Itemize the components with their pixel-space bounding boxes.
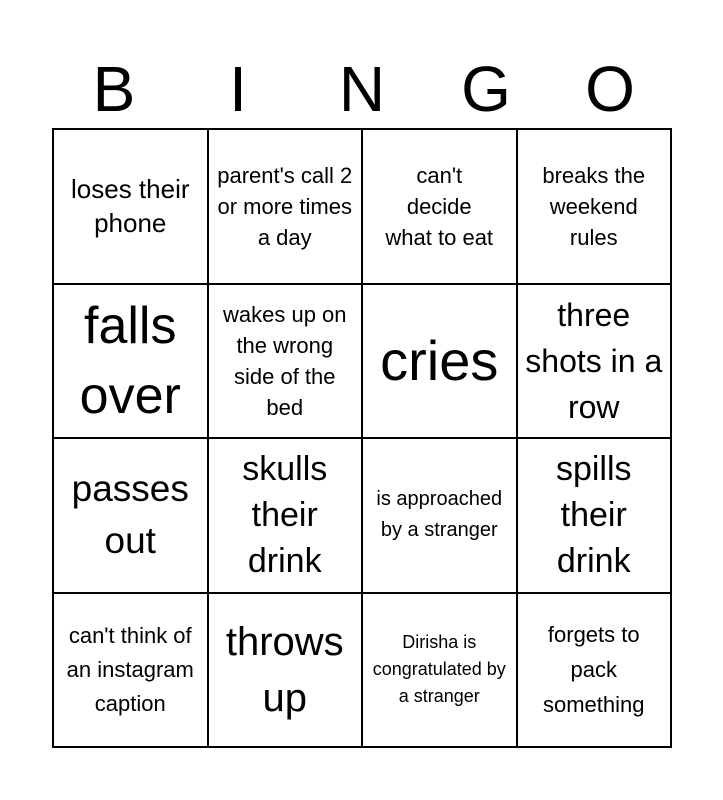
cell-label: throws up (225, 619, 344, 720)
cell-label: spills their drink (555, 450, 632, 581)
bingo-cell[interactable] (362, 129, 517, 284)
cell-label: cries (380, 328, 499, 392)
bingo-cell[interactable] (362, 593, 517, 748)
bingo-cell[interactable] (53, 284, 208, 439)
cell-label: falls over (79, 296, 181, 425)
cell-label: can't decide what to eat (385, 162, 494, 250)
cell-label: loses their phone (71, 174, 190, 239)
header-letter-g: G (461, 53, 511, 125)
bingo-cell[interactable] (517, 438, 672, 593)
cell-label: passes out (71, 468, 189, 562)
bingo-cell[interactable] (362, 438, 517, 593)
header-letter-b: B (92, 53, 136, 125)
cell-label: parent's call 2 or more times a day (217, 162, 353, 250)
bingo-cell[interactable] (208, 129, 363, 284)
cell-label: can't think of an instagram caption (66, 622, 194, 716)
bingo-cell[interactable] (53, 438, 208, 593)
cell-label: forgets to pack something (542, 622, 645, 718)
bingo-grid (52, 128, 672, 748)
bingo-cell[interactable] (208, 438, 363, 593)
header-letter-n: N (338, 53, 386, 125)
cell-label: skulls their drink (242, 450, 328, 581)
bingo-cell[interactable] (53, 129, 208, 284)
bingo-cell[interactable] (362, 284, 517, 439)
cell-label: breaks the weekend rules (542, 162, 646, 250)
bingo-header (52, 50, 672, 128)
bingo-cell[interactable] (517, 129, 672, 284)
bingo-cell[interactable] (517, 593, 672, 748)
cell-label: is approached by a stranger (376, 488, 503, 542)
bingo-cell[interactable] (517, 284, 672, 439)
cell-label: three shots in a row (525, 296, 663, 425)
header-letter-i: I (229, 53, 247, 125)
bingo-cell[interactable] (208, 593, 363, 748)
cell-label: Dirisha is congratulated by a stranger (372, 632, 506, 707)
bingo-cell[interactable] (53, 593, 208, 748)
bingo-cell[interactable] (208, 284, 363, 439)
header-letter-o: O (585, 53, 635, 125)
cell-label: wakes up on the wrong side of the bed (222, 301, 347, 420)
